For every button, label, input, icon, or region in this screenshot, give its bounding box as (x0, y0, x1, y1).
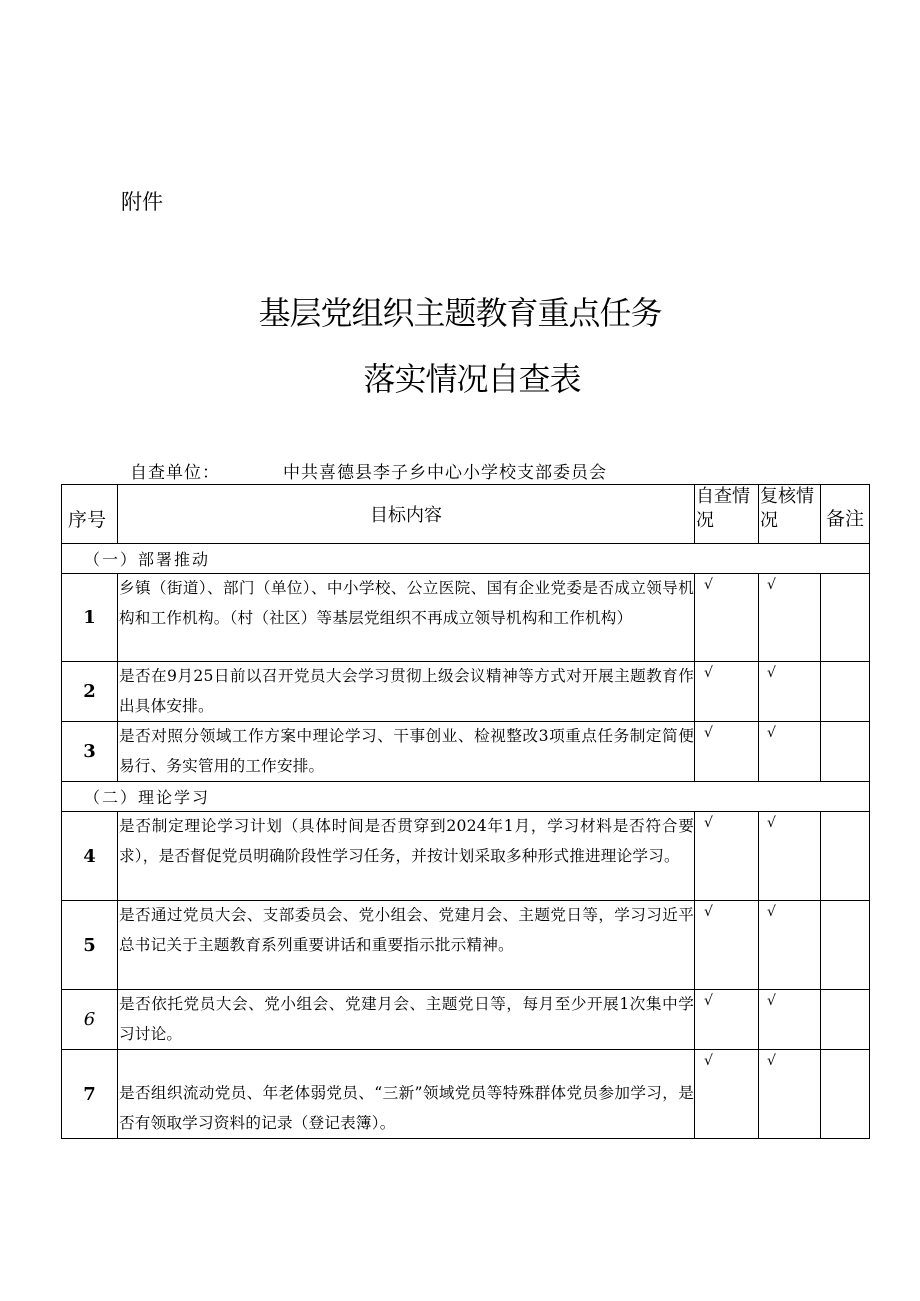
header-content: 目标内容 (118, 485, 695, 544)
review-check-mark: √ (759, 1050, 821, 1139)
table-row (62, 901, 870, 990)
self-check-mark: √ (695, 901, 759, 990)
table-row (62, 574, 870, 662)
row-number: 1 (62, 574, 118, 662)
row-content: 是否依托党员大会、党小组会、党建月会、主题党日等，每月至少开展1次集中学习讨论。 (118, 990, 695, 1050)
section-row (62, 782, 870, 812)
page-title-line-2: 落实情况自查表 (363, 360, 581, 398)
section-theory-study: （二）理论学习 (62, 782, 870, 812)
row-note (821, 990, 870, 1050)
row-note (821, 722, 870, 782)
self-check-mark: √ (695, 1050, 759, 1139)
review-check-mark: √ (759, 662, 821, 722)
table-row (62, 1050, 870, 1139)
section-row (62, 544, 870, 574)
row-content: 是否组织流动党员、年老体弱党员、“三新”领域党员等特殊群体党员参加学习，是否有领取学习资料的记录（登记表簿）。 (118, 1050, 695, 1139)
review-check-mark: √ (759, 722, 821, 782)
self-check-mark: √ (695, 662, 759, 722)
section-deploy: （一）部署推动 (62, 544, 870, 574)
row-note (821, 812, 870, 901)
table-header-row (62, 485, 870, 544)
row-content: 是否在9月25日前以召开党员大会学习贯彻上级会议精神等方式对开展主题教育作出具体安排。 (118, 662, 695, 722)
row-content: 是否通过党员大会、支部委员会、党小组会、党建月会、主题党日等，学习习近平总书记关于主题教育系列重要讲话和重要指示批示精神。 (118, 901, 695, 990)
header-note: 备注 (821, 485, 870, 544)
row-content: 乡镇（街道）、部门（单位）、中小学校、公立医院、国有企业党委是否成立领导机构和工作机构。（村（社区）等基层党组织不再成立领导机构和工作机构） (118, 574, 695, 662)
self-check-mark: √ (695, 812, 759, 901)
row-note (821, 662, 870, 722)
row-note (821, 1050, 870, 1139)
self-check-mark: √ (695, 722, 759, 782)
row-number: 3 (62, 722, 118, 782)
header-review: 复核情况 (759, 485, 821, 544)
table-row (62, 812, 870, 901)
row-number: 5 (62, 901, 118, 990)
table-row (62, 662, 870, 722)
self-check-mark: √ (695, 574, 759, 662)
row-number: 2 (62, 662, 118, 722)
checklist-table (61, 484, 870, 1139)
row-number: 7 (62, 1050, 118, 1139)
page-title-line-1: 基层党组织主题教育重点任务 (258, 294, 662, 332)
row-number: 4 (62, 812, 118, 901)
header-self-check: 自查情况 (695, 485, 759, 544)
header-no: 序号 (62, 485, 118, 544)
row-content: 是否制定理论学习计划（具体时间是否贯穿到2024年1月，学习材料是否符合要求），是否督促党员明确阶段性学习任务，并按计划采取多种形式推进理论学习。 (118, 812, 695, 901)
unit-label: 自查单位： (130, 463, 220, 483)
self-check-unit (130, 458, 607, 483)
unit-name: 中共喜德县李子乡中心小学校支部委员会 (283, 463, 607, 483)
row-number: 6 (62, 990, 118, 1050)
review-check-mark: √ (759, 574, 821, 662)
row-note (821, 574, 870, 662)
attachment-label: 附件 (121, 190, 163, 214)
self-check-mark: √ (695, 990, 759, 1050)
table-row (62, 722, 870, 782)
row-content: 是否对照分领域工作方案中理论学习、干事创业、检视整改3项重点任务制定简便易行、务实管用的工作安排。 (118, 722, 695, 782)
review-check-mark: √ (759, 990, 821, 1050)
review-check-mark: √ (759, 901, 821, 990)
review-check-mark: √ (759, 812, 821, 901)
table-row (62, 990, 870, 1050)
row-note (821, 901, 870, 990)
